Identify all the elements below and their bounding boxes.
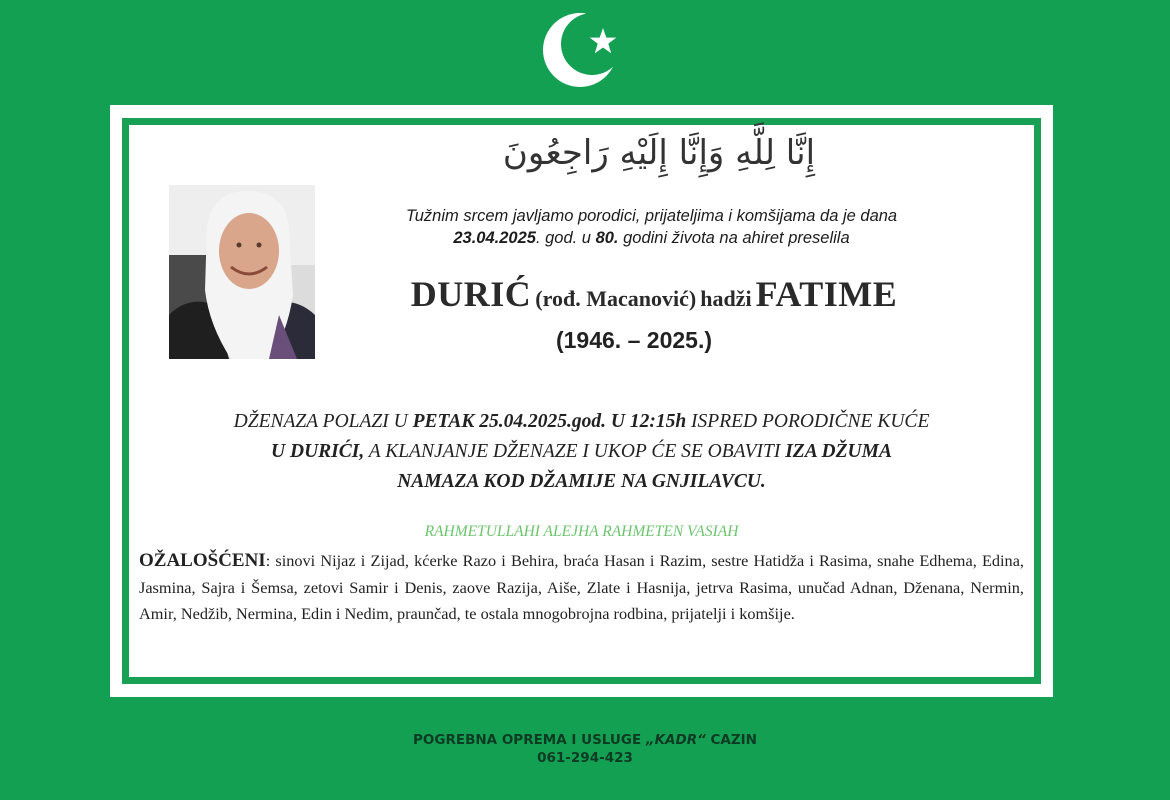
given-name: FATIME — [755, 274, 898, 314]
mourners-list — [139, 548, 1024, 628]
deceased-name — [299, 273, 1009, 315]
funeral-location: U DURIĆI, — [271, 441, 365, 462]
footer-brand: „KADR“ — [645, 732, 706, 748]
arabic-verse: إِنَّا لِلَّهِ وَإِنَّا إِلَيْهِ رَاجِعُونَ — [502, 133, 816, 173]
funeral-details: DŽENAZA POLAZI U PETAK 25.04.2025.god. U 12:15h ISPRED PORODIČNE KUĆE U DURIĆI, A KLANJANJE DŽENAZE I UKOP ĆE SE OBAVITI IZA DŽUMA NAMAZA KOD DŽAMIJE NA GNJILAVCU. — [233, 411, 930, 492]
footer-suffix: CAZIN — [705, 732, 757, 748]
footer-prefix: POGREBNA OPREMA I USLUGE — [413, 732, 646, 748]
prayer-phrase: RAHMETULLAHI ALEJHA RAHMETEN VASIAH — [424, 523, 739, 540]
mourners-text: : sinovi Nijaz i Zijad, kćerke Razo i Behira, braća Hasan i Razim, sestre Hatidža i Rasima, snahe Edhema, Edina, Jasmina, Sajra i Šemsa, zetovi Samir i Denis, zaove Razija, Aiše, Zlate i Hasnija, jetrva Rasima, unučad Adnan, Dženana, Nermin, Amir, Nedžib, Nermina, Edin i Nedim, praunčad, te ostala mnogobrojna rodbina, prijatelji i komšije. — [139, 551, 1024, 623]
portrait-photo — [169, 185, 315, 359]
mourners-label: OŽALOŠĆENI — [139, 550, 266, 571]
maiden-name: (rođ. Macanović) — [535, 286, 697, 311]
announcement-intro: Tužnim srcem javljamo porodici, prijateljima i komšijama da je dana 23.04.2025. god. u 80. godini života na ahiret preselila — [329, 205, 974, 249]
surname: DURIĆ — [410, 274, 532, 314]
funeral-datetime: PETAK 25.04.2025.god. U 12:15h — [412, 411, 687, 432]
funeral-service-footer — [0, 731, 1170, 767]
obituary-frame — [122, 118, 1041, 684]
life-years: (1946. – 2025.) — [555, 327, 712, 353]
burial-place: NAMAZA KOD DŽAMIJE NA GNJILAVCU. — [397, 471, 766, 492]
obituary-card — [110, 105, 1053, 697]
footer-phone: 061-294-423 — [537, 750, 633, 766]
honorific: hadži — [700, 286, 752, 311]
intro-line: Tužnim srcem javljamo porodici, prijateljima i komšijama da je dana — [405, 207, 898, 225]
death-date: 23.04.2025 — [453, 229, 536, 247]
age: 80. — [595, 229, 619, 247]
crescent-star-icon — [540, 10, 630, 94]
